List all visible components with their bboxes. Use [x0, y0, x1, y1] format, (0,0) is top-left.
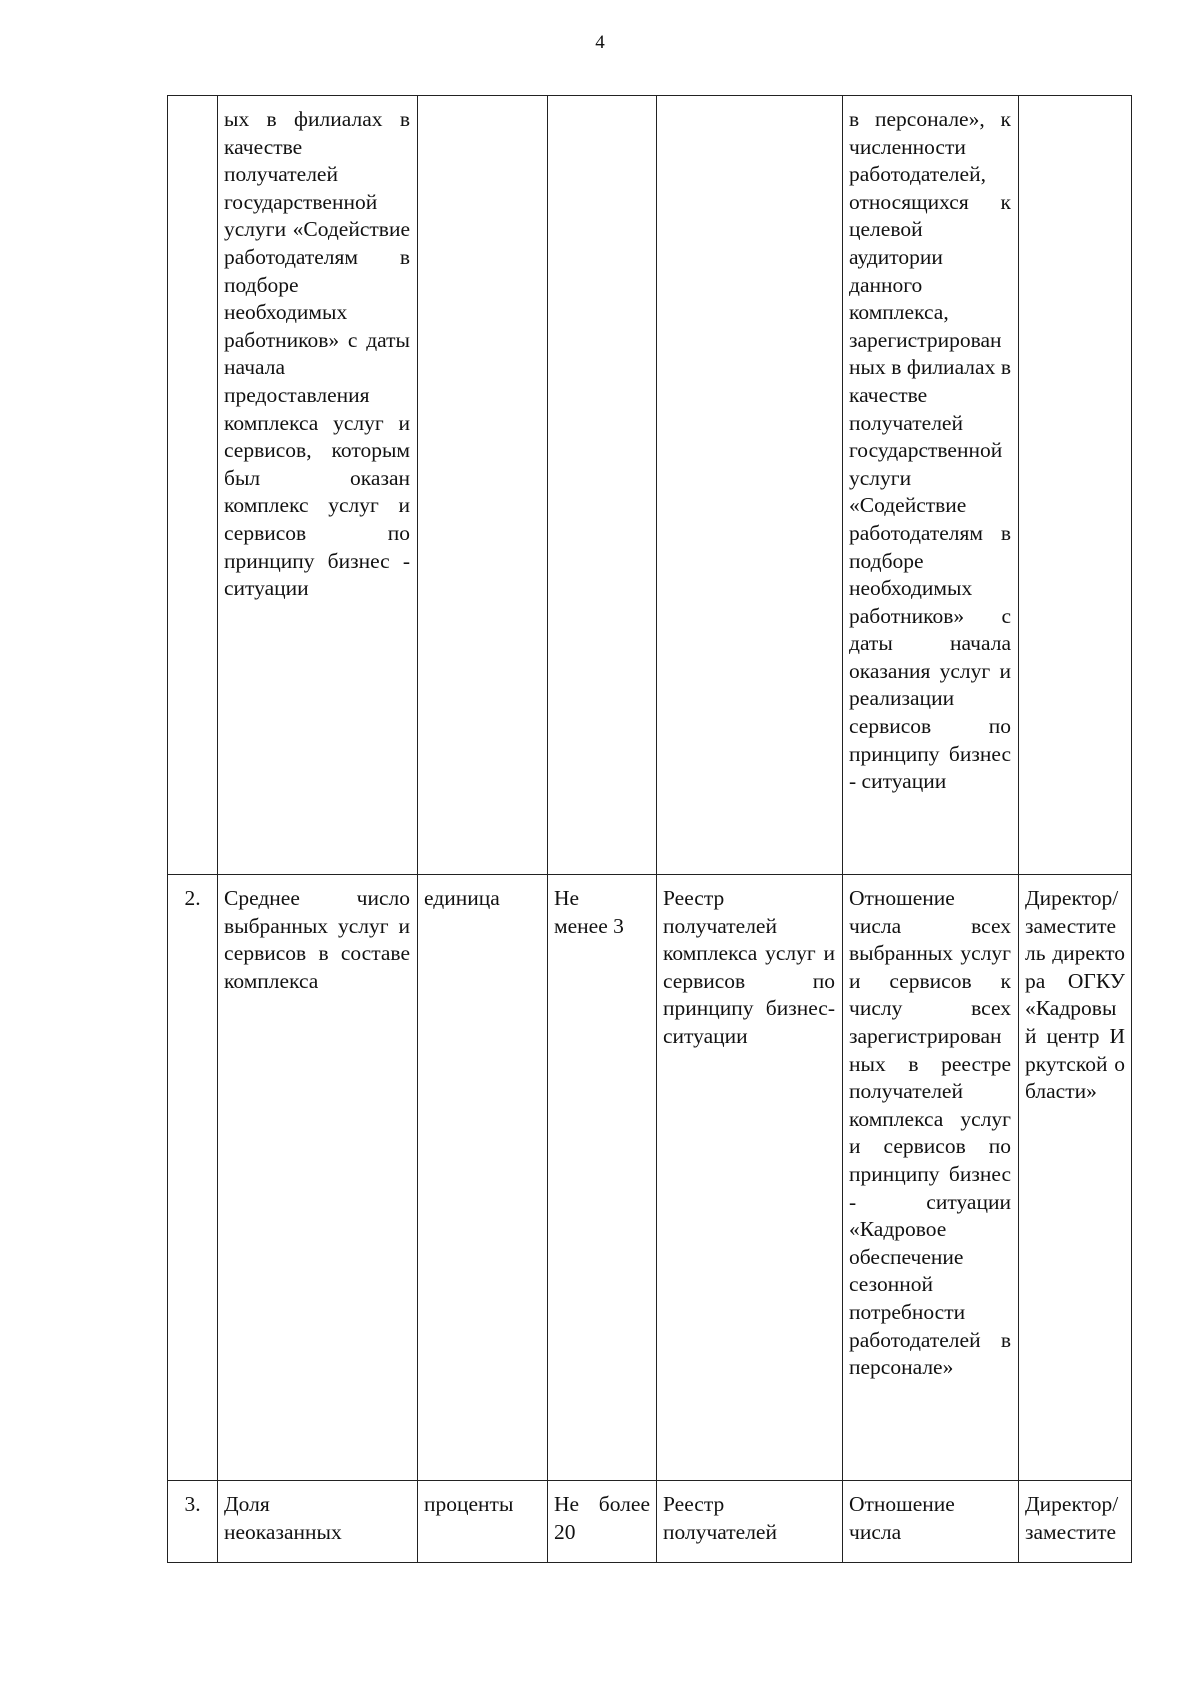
unit-cell [418, 96, 548, 875]
responsible-cell [1019, 875, 1132, 1481]
data-source: Реестр получателей [663, 1492, 777, 1544]
unit-cell [418, 875, 548, 1481]
calculation-method: Отношение числа всех выбранных услуг и сервисов к числу всех зарегистрированных в реестре получателей комплекса услуг и сервисов по принципу бизнес - ситуации «Кадровое обеспечение сезонной потребности работодателей в персонале» [849, 886, 1011, 1380]
table-row [168, 1481, 1132, 1563]
indicator-name-cell [218, 96, 418, 875]
table-row [168, 96, 1132, 875]
method-cell [843, 96, 1019, 875]
unit: проценты [424, 1492, 514, 1516]
value-cell [548, 96, 657, 875]
page-number: 4 [595, 32, 605, 53]
data-source: Реестр получателей комплекса услуг и сервисов по принципу бизнес-ситуации [663, 886, 835, 1048]
indicator-name-cell [218, 1481, 418, 1563]
source-cell [657, 875, 843, 1481]
table-row [168, 875, 1132, 1481]
method-cell [843, 1481, 1019, 1563]
value-cell [548, 1481, 657, 1563]
target-value: Не более 20 [554, 1492, 650, 1544]
responsible-person: Директор/ заместитель директора ОГКУ «Кадровый центр Иркутской области» [1025, 886, 1125, 1104]
responsible-cell [1019, 96, 1132, 875]
responsible-cell [1019, 1481, 1132, 1563]
calculation-method: Отношение числа [849, 1492, 955, 1544]
row-number: 3. [168, 1481, 218, 1563]
method-cell [843, 875, 1019, 1481]
indicator-name: Среднее число выбранных услуг и сервисов в составе комплекса [224, 886, 410, 993]
source-cell [657, 1481, 843, 1563]
target-value: Не менее 3 [554, 886, 624, 938]
responsible-person: Директор/ заместите [1025, 1492, 1119, 1544]
indicators-table [167, 95, 1132, 1563]
unit-cell [418, 1481, 548, 1563]
indicator-name-cell [218, 875, 418, 1481]
source-cell [657, 96, 843, 875]
row-number: 2. [168, 875, 218, 1481]
row-number [168, 96, 218, 875]
unit: единица [424, 886, 500, 910]
value-cell [548, 875, 657, 1481]
calculation-method: в персонале», к численности работодателей, относящихся к целевой аудитории данного комплекса, зарегистрированных в филиалах в качестве получателей государственной услуги «Содействие работодателям в подборе необходимых работников» с даты начала оказания услуг и реализации сервисов по принципу бизнес - ситуации [849, 107, 1011, 794]
indicator-name: Доля неоказанных [224, 1492, 342, 1544]
indicator-name: ых в филиалах в качестве получателей государственной услуги «Содействие работодателям в подборе необходимых работников» с даты начала предоставления комплекса услуг и сервисов, которым был оказан комплекс услуг и сервисов по принципу бизнес - ситуации [224, 107, 410, 601]
